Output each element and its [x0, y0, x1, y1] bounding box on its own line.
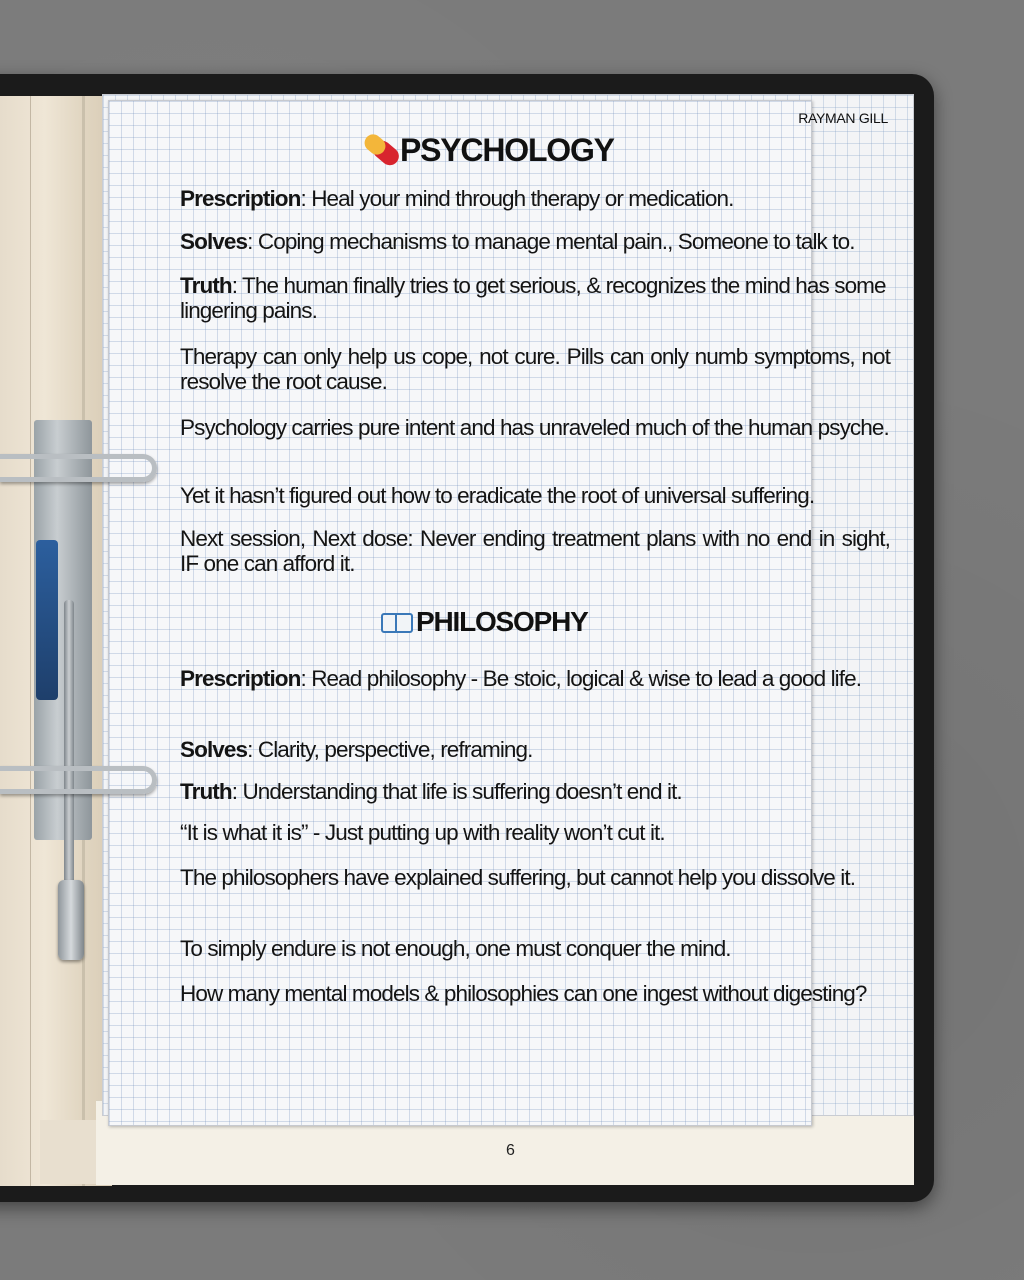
philosophy-solves — [180, 737, 902, 762]
philosophy-paragraph: “It is what it is” - Just putting up with reality won’t cut it. — [180, 820, 665, 845]
psychology-truth — [180, 273, 890, 323]
author-name: RAYMAN GILL — [798, 110, 888, 126]
label: Solves — [180, 229, 248, 254]
page-edge — [30, 96, 31, 1186]
label: Prescription — [180, 186, 301, 211]
binder-ring — [0, 454, 157, 482]
label: Truth — [180, 273, 232, 298]
section-title-psychology — [362, 132, 614, 169]
label: Solves — [180, 737, 248, 762]
label: Truth — [180, 779, 232, 804]
philosophy-paragraph: How many mental models & philosophies can one ingest without digesting? — [180, 981, 867, 1006]
psychology-paragraph: Next session, Next dose: Never ending treatment plans with no end in sight, IF one can afford it. — [180, 526, 890, 576]
psychology-prescription — [180, 186, 890, 211]
text: : The human finally tries to get serious, & recognizes the mind has some lingering pains. — [180, 273, 886, 323]
page-number: 6 — [506, 1142, 515, 1159]
text: : Understanding that life is suffering doesn’t end it. — [231, 779, 682, 804]
text: : Read philosophy - Be stoic, logical & wise to lead a good life. — [300, 666, 862, 691]
psychology-paragraph: Yet it hasn’t figured out how to eradicate the root of universal suffering. — [180, 483, 815, 508]
psychology-paragraph: Psychology carries pure intent and has unraveled much of the human psyche. — [180, 415, 889, 440]
binder-ring — [0, 766, 157, 794]
text: : Coping mechanisms to manage mental pain., Someone to talk to. — [247, 229, 855, 254]
binder-lever[interactable] — [58, 880, 84, 960]
section-title-philosophy — [380, 606, 588, 638]
section-title-text: PHILOSOPHY — [416, 606, 588, 637]
back-page-bottom — [40, 1120, 100, 1184]
philosophy-prescription — [180, 666, 902, 691]
psychology-paragraph: Therapy can only help us cope, not cure. Pills can only numb symptoms, not resolve the root cause. — [180, 344, 890, 394]
open-book-icon — [380, 611, 412, 633]
text: : Heal your mind through therapy or medication. — [300, 186, 734, 211]
binder-rod — [64, 600, 74, 890]
philosophy-truth — [180, 779, 902, 804]
psychology-solves — [180, 229, 890, 254]
binder-clip — [36, 540, 58, 700]
philosophy-paragraph: To simply endure is not enough, one must conquer the mind. — [180, 936, 731, 961]
text: : Clarity, perspective, reframing. — [247, 737, 533, 762]
pill-icon — [362, 134, 396, 168]
label: Prescription — [180, 666, 301, 691]
philosophy-paragraph: The philosophers have explained suffering, but cannot help you dissolve it. — [180, 865, 856, 890]
section-title-text: PSYCHOLOGY — [400, 132, 614, 168]
